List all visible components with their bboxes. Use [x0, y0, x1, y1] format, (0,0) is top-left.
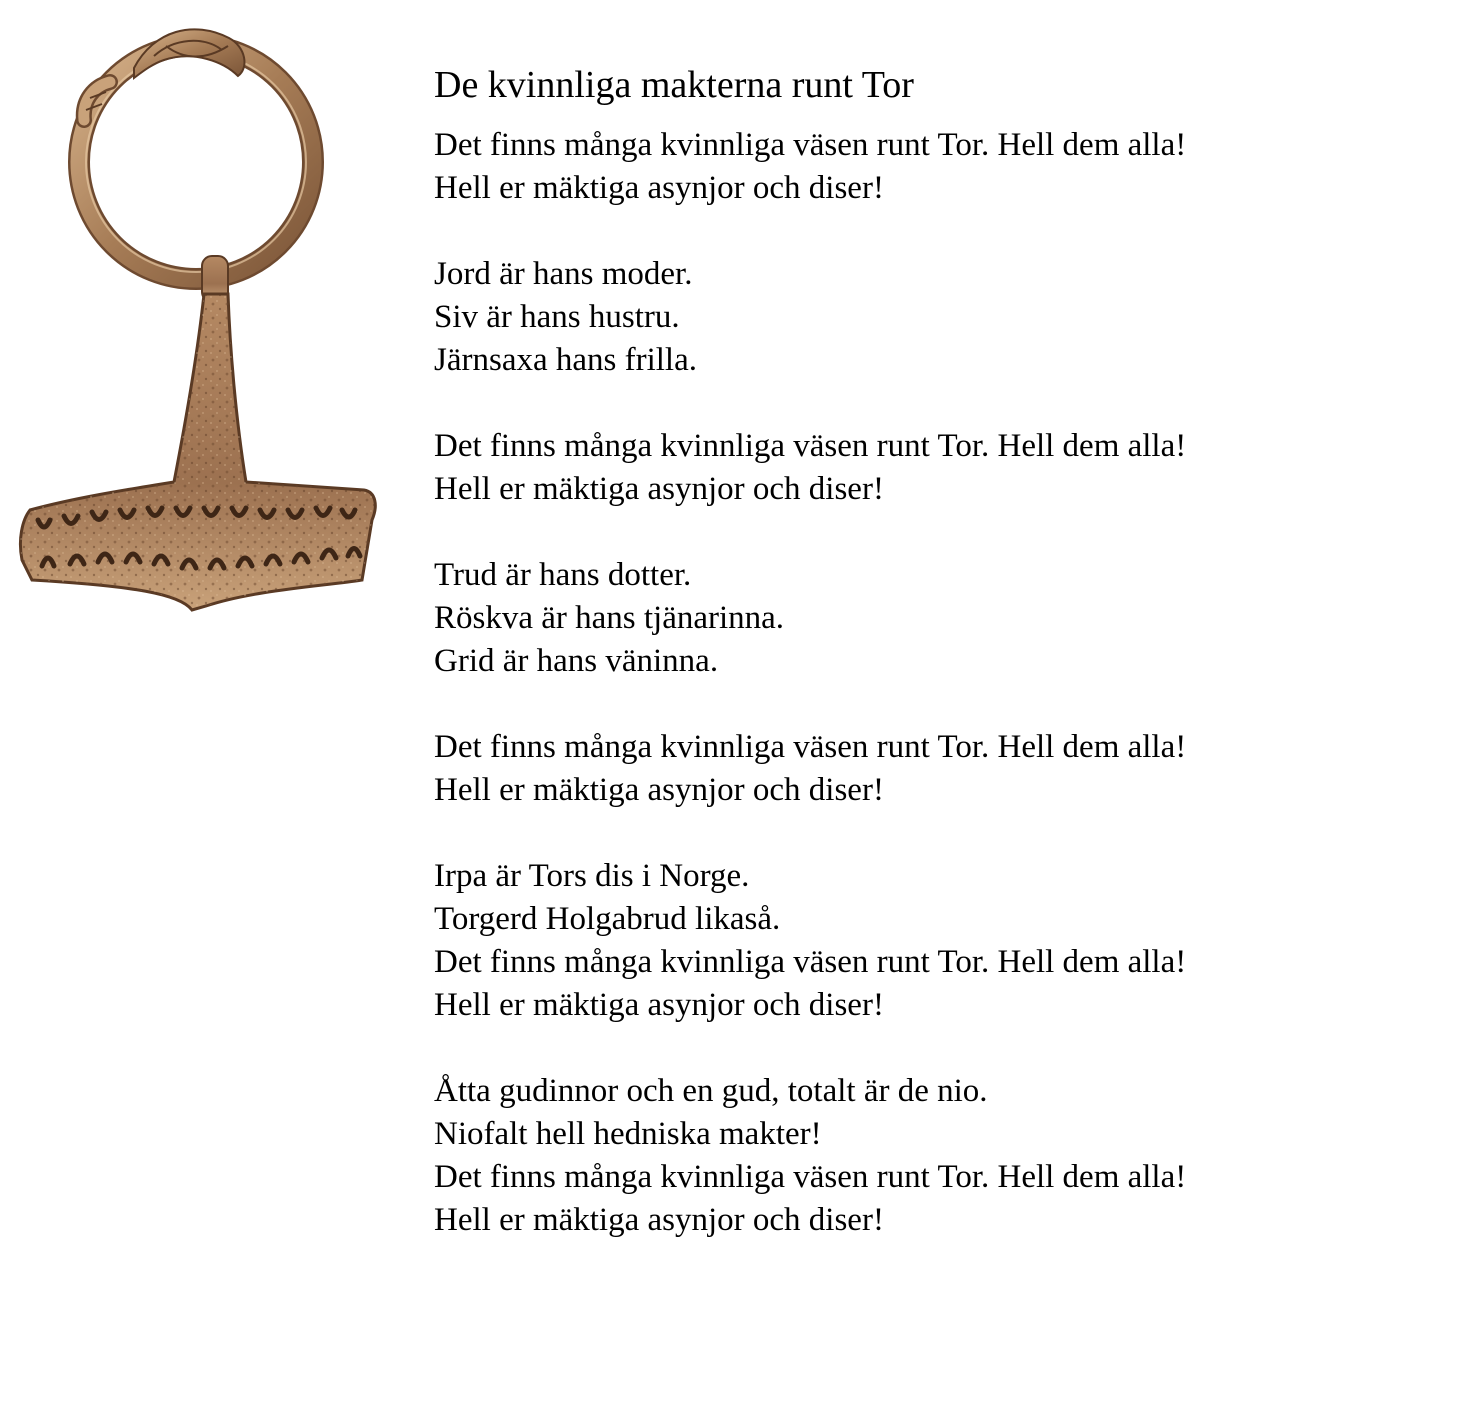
poem-line: Torgerd Holgabrud likaså. [434, 901, 781, 937]
poem-line: Niofalt hell hedniska makter! [434, 1116, 822, 1152]
poem-title: De kvinnliga makterna runt Tor [434, 64, 914, 106]
poem-line: Siv är hans hustru. [434, 299, 680, 335]
stanza [434, 855, 1434, 1027]
poem-line: Det finns många kvinnliga väsen runt Tor. Hell dem alla! [434, 1159, 1187, 1195]
poem-line: Åtta gudinnor och en gud, totalt är de nio. [434, 1073, 988, 1109]
poem-line: Det finns många kvinnliga väsen runt Tor. Hell dem alla! [434, 944, 1187, 980]
poem-line: Järnsaxa hans frilla. [434, 342, 697, 378]
poem-line: Det finns många kvinnliga väsen runt Tor. Hell dem alla! [434, 729, 1187, 765]
poem-line: Det finns många kvinnliga väsen runt Tor. Hell dem alla! [434, 127, 1187, 163]
stanza [434, 726, 1434, 812]
stanza [434, 1070, 1434, 1242]
poem-line: Hell er mäktiga asynjor och diser! [434, 170, 884, 206]
poem-line: Irpa är Tors dis i Norge. [434, 858, 750, 894]
poem-line: Hell er mäktiga asynjor och diser! [434, 1202, 884, 1238]
poem-line: Hell er mäktiga asynjor och diser! [434, 987, 884, 1023]
poem-line: Trud är hans dotter. [434, 557, 692, 593]
stanza [434, 554, 1434, 683]
poem [434, 58, 1434, 1285]
poem-line: Hell er mäktiga asynjor och diser! [434, 471, 884, 507]
stanza [434, 253, 1434, 382]
poem-line: Jord är hans moder. [434, 256, 693, 292]
poem-line: Röskva är hans tjänarinna. [434, 600, 785, 636]
thors-hammer-pendant-icon [14, 20, 384, 620]
poem-line: Grid är hans väninna. [434, 643, 719, 679]
poem-line: Hell er mäktiga asynjor och diser! [434, 772, 884, 808]
stanza [434, 124, 1434, 210]
stanza [434, 425, 1434, 511]
poem-line: Det finns många kvinnliga väsen runt Tor. Hell dem alla! [434, 428, 1187, 464]
